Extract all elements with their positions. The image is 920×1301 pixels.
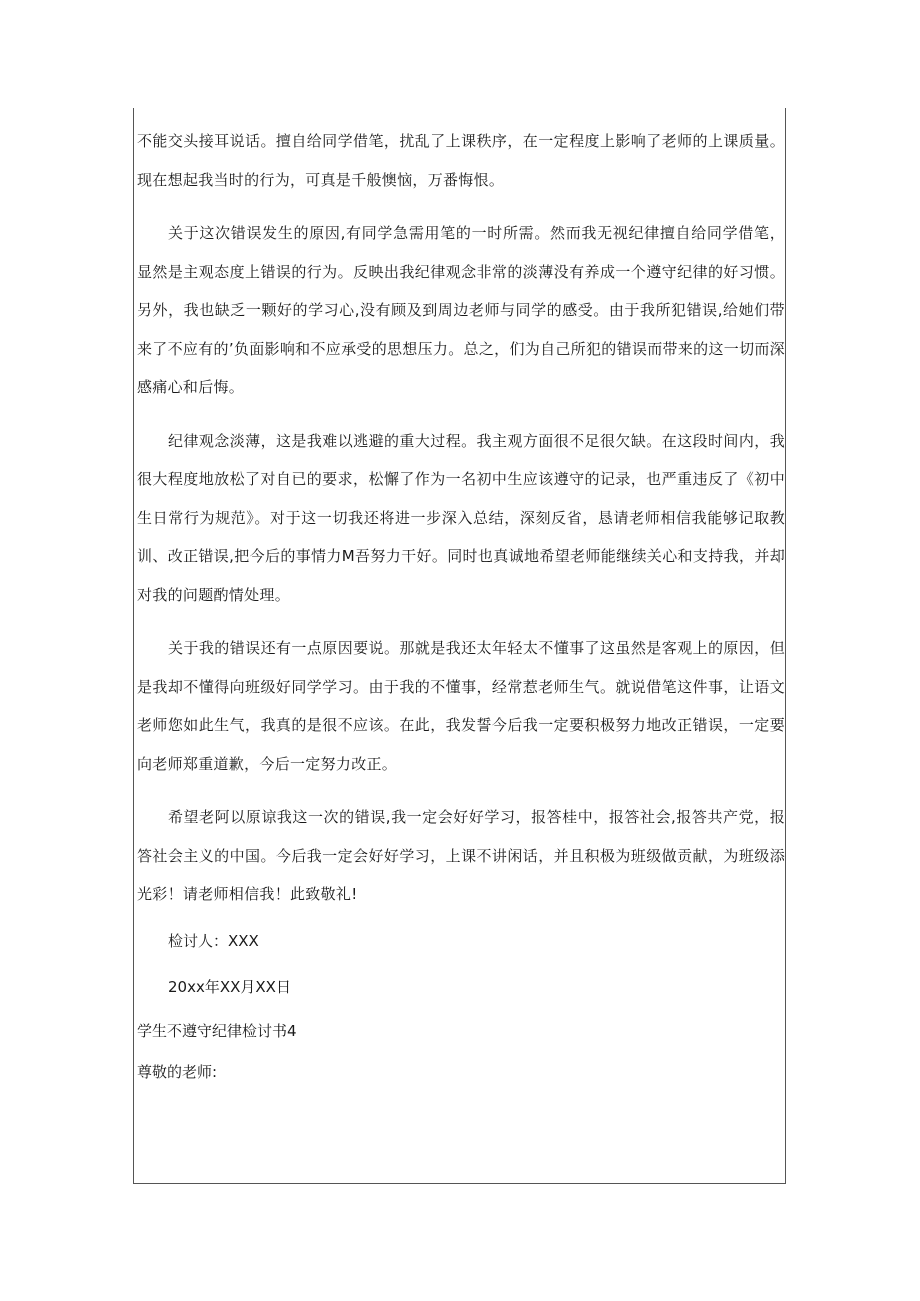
paragraph: 关于这次错误发生的原因,有同学急需用笔的一时所需。然而我无视纪律擅自给同学借笔，显然是主观态度上错误的行为。反映出我纪律观念非常的淡薄没有养成一个遵守纪律的好习惯。另外，我也缺乏一颗好的学习心,没有顾及到周边老师与同学的感受。由于我所犯错误,给她们带来了不应有的’负面影响和不应承受的思想压力。总之，们为自己所犯的错误而带来的这一切而深感痛心和后悔。 — [137, 224, 785, 396]
date: 20xx年XX月XX日 — [168, 978, 291, 996]
paragraph: 希望老阿以原谅我这一次的错误,我一定会好好学习，报答桂中，报答社会,报答共产党，报答社会主义的中国。今后我一定会好好学习，上课不讲闲话，并且积极为班级做贡献，为班级添光彩！请老师相信我！此致敬礼! — [137, 808, 785, 903]
signature: 检讨人：XXX — [168, 931, 259, 950]
paragraph: 纪律观念淡薄，这是我难以逃避的重大过程。我主观方面很不足很欠缺。在这段时间内，我很大程度地放松了对自已的要求，松懈了作为一名初中生应该遵守的记录，也严重违反了《初中生日常行为规范》。对于这一切我还将进一步深入总结，深刻反省，恳请老师相信我能够记取教训、改正错误,把今后的事情力M吾努力干好。同时也真诚地希望老师能继续关心和支持我，并却对我的问题酌情处理。 — [137, 431, 785, 604]
paragraph: 关于我的错误还有一点原因要说。那就是我还太年轻太不懂事了这虽然是客观上的原因，但是我却不懂得向班级好同学学习。由于我的不懂事，经常惹老师生气。就说借笔这件事，让语文老师您如此生气，我真的是很不应该。在此，我发誓今后我一定要积极努力地改正错误，一定要向老师郑重道歉，今后一定努力改正。 — [137, 639, 785, 773]
greeting: 尊敬的老师: — [137, 1063, 218, 1081]
document-body — [137, 122, 785, 1092]
paragraph: 不能交头接耳说话。擅自给同学借笔，扰乱了上课秩序，在一定程度上影响了老师的上课质量。现在想起我当时的行为，可真是千般懊恼，万番悔恨。 — [137, 132, 785, 189]
section-title: 学生不遵守纪律检讨书4 — [137, 1021, 297, 1040]
